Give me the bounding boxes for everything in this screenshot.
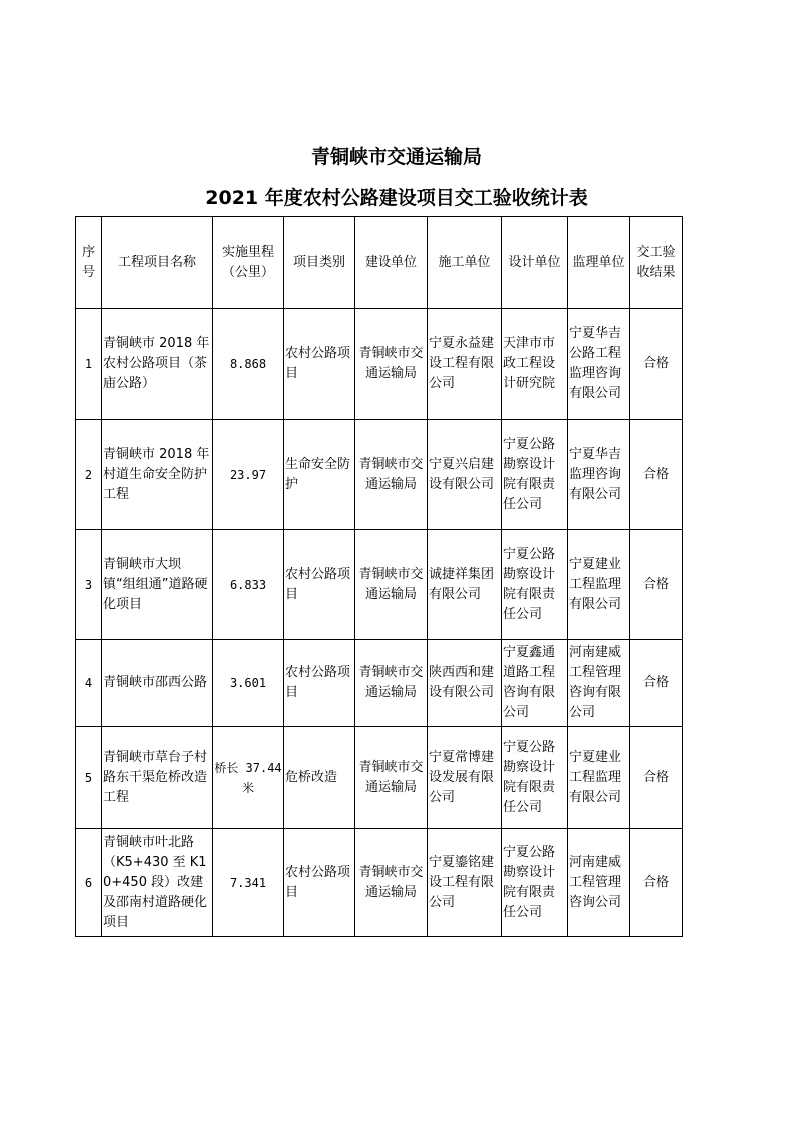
cell-mileage: 桥长 37.44 米: [213, 727, 284, 829]
cell-owner: 青铜峡市交通运输局: [355, 640, 428, 727]
cell-index: 2: [76, 420, 102, 530]
cell-result: 合格: [630, 640, 683, 727]
cell-contractor: 宁夏兴启建设有限公司: [428, 420, 502, 530]
cell-category: 农村公路项目: [284, 829, 355, 937]
cell-result: 合格: [630, 420, 683, 530]
cell-supervisor: 宁夏建业工程监理有限公司: [568, 727, 630, 829]
header-contractor: 施工单位: [428, 217, 502, 309]
cell-owner: 青铜峡市交通运输局: [355, 420, 428, 530]
cell-category: 农村公路项目: [284, 530, 355, 640]
cell-project-name: 青铜峡市叶北路（K5+430 至 K10+450 段）改建及邵南村道路硬化项目: [102, 829, 213, 937]
header-owner: 建设单位: [355, 217, 428, 309]
table-row: [76, 420, 683, 530]
cell-index: 4: [76, 640, 102, 727]
header-mileage: 实施里程（公里）: [213, 217, 284, 309]
cell-index: 3: [76, 530, 102, 640]
table-row: [76, 829, 683, 937]
cell-mileage: 7.341: [213, 829, 284, 937]
cell-contractor: 诚捷祥集团有限公司: [428, 530, 502, 640]
cell-supervisor: 宁夏华吉监理咨询有限公司: [568, 420, 630, 530]
cell-result: 合格: [630, 727, 683, 829]
acceptance-table: [75, 216, 683, 937]
cell-result: 合格: [630, 829, 683, 937]
cell-supervisor: 河南建威工程管理咨询有限公司: [568, 640, 630, 727]
cell-mileage: 6.833: [213, 530, 284, 640]
document-title: 青铜峡市交通运输局: [310, 146, 482, 168]
cell-index: 1: [76, 309, 102, 420]
cell-mileage: 3.601: [213, 640, 284, 727]
cell-contractor: 宁夏常博建设发展有限公司: [428, 727, 502, 829]
table-row: [76, 530, 683, 640]
cell-category: 生命安全防护: [284, 420, 355, 530]
cell-supervisor: 宁夏华吉公路工程监理咨询有限公司: [568, 309, 630, 420]
cell-project-name: 青铜峡市邵西公路: [102, 640, 213, 727]
cell-project-name: 青铜峡市 2018 年村道生命安全防护工程: [102, 420, 213, 530]
header-supervisor: 监理单位: [568, 217, 630, 309]
cell-supervisor: 宁夏建业工程监理有限公司: [568, 530, 630, 640]
cell-project-name: 青铜峡市草台子村路东干渠危桥改造工程: [102, 727, 213, 829]
table-row: [76, 640, 683, 727]
header-category: 项目类别: [284, 217, 355, 309]
cell-owner: 青铜峡市交通运输局: [355, 829, 428, 937]
cell-index: 5: [76, 727, 102, 829]
cell-category: 危桥改造: [284, 727, 355, 829]
cell-index: 6: [76, 829, 102, 937]
cell-owner: 青铜峡市交通运输局: [355, 309, 428, 420]
header-result: 交工验收结果: [630, 217, 683, 309]
cell-category: 农村公路项目: [284, 309, 355, 420]
cell-designer: 宁夏公路勘察设计院有限责任公司: [502, 829, 568, 937]
table-row: [76, 727, 683, 829]
cell-designer: 宁夏公路勘察设计院有限责任公司: [502, 420, 568, 530]
header-project-name: 工程项目名称: [102, 217, 213, 309]
cell-designer: 宁夏鑫通道路工程咨询有限公司: [502, 640, 568, 727]
cell-category: 农村公路项目: [284, 640, 355, 727]
cell-mileage: 23.97: [213, 420, 284, 530]
header-designer: 设计单位: [502, 217, 568, 309]
cell-project-name: 青铜峡市 2018 年农村公路项目（茶庙公路）: [102, 309, 213, 420]
table-header-row: [76, 217, 683, 309]
cell-contractor: 宁夏鎏铭建设工程有限公司: [428, 829, 502, 937]
cell-mileage: 8.868: [213, 309, 284, 420]
document-subtitle: 2021 年度农村公路建设项目交工验收统计表: [205, 187, 588, 209]
cell-designer: 宁夏公路勘察设计院有限责任公司: [502, 530, 568, 640]
cell-contractor: 宁夏永益建设工程有限公司: [428, 309, 502, 420]
cell-supervisor: 河南建威工程管理咨询公司: [568, 829, 630, 937]
cell-project-name: 青铜峡市大坝镇“组组通”道路硬化项目: [102, 530, 213, 640]
cell-contractor: 陕西西和建设有限公司: [428, 640, 502, 727]
cell-result: 合格: [630, 530, 683, 640]
header-index: 序号: [76, 217, 102, 309]
cell-owner: 青铜峡市交通运输局: [355, 727, 428, 829]
table-row: [76, 309, 683, 420]
cell-designer: 宁夏公路勘察设计院有限责任公司: [502, 727, 568, 829]
cell-designer: 天津市市政工程设计研究院: [502, 309, 568, 420]
cell-result: 合格: [630, 309, 683, 420]
cell-owner: 青铜峡市交通运输局: [355, 530, 428, 640]
